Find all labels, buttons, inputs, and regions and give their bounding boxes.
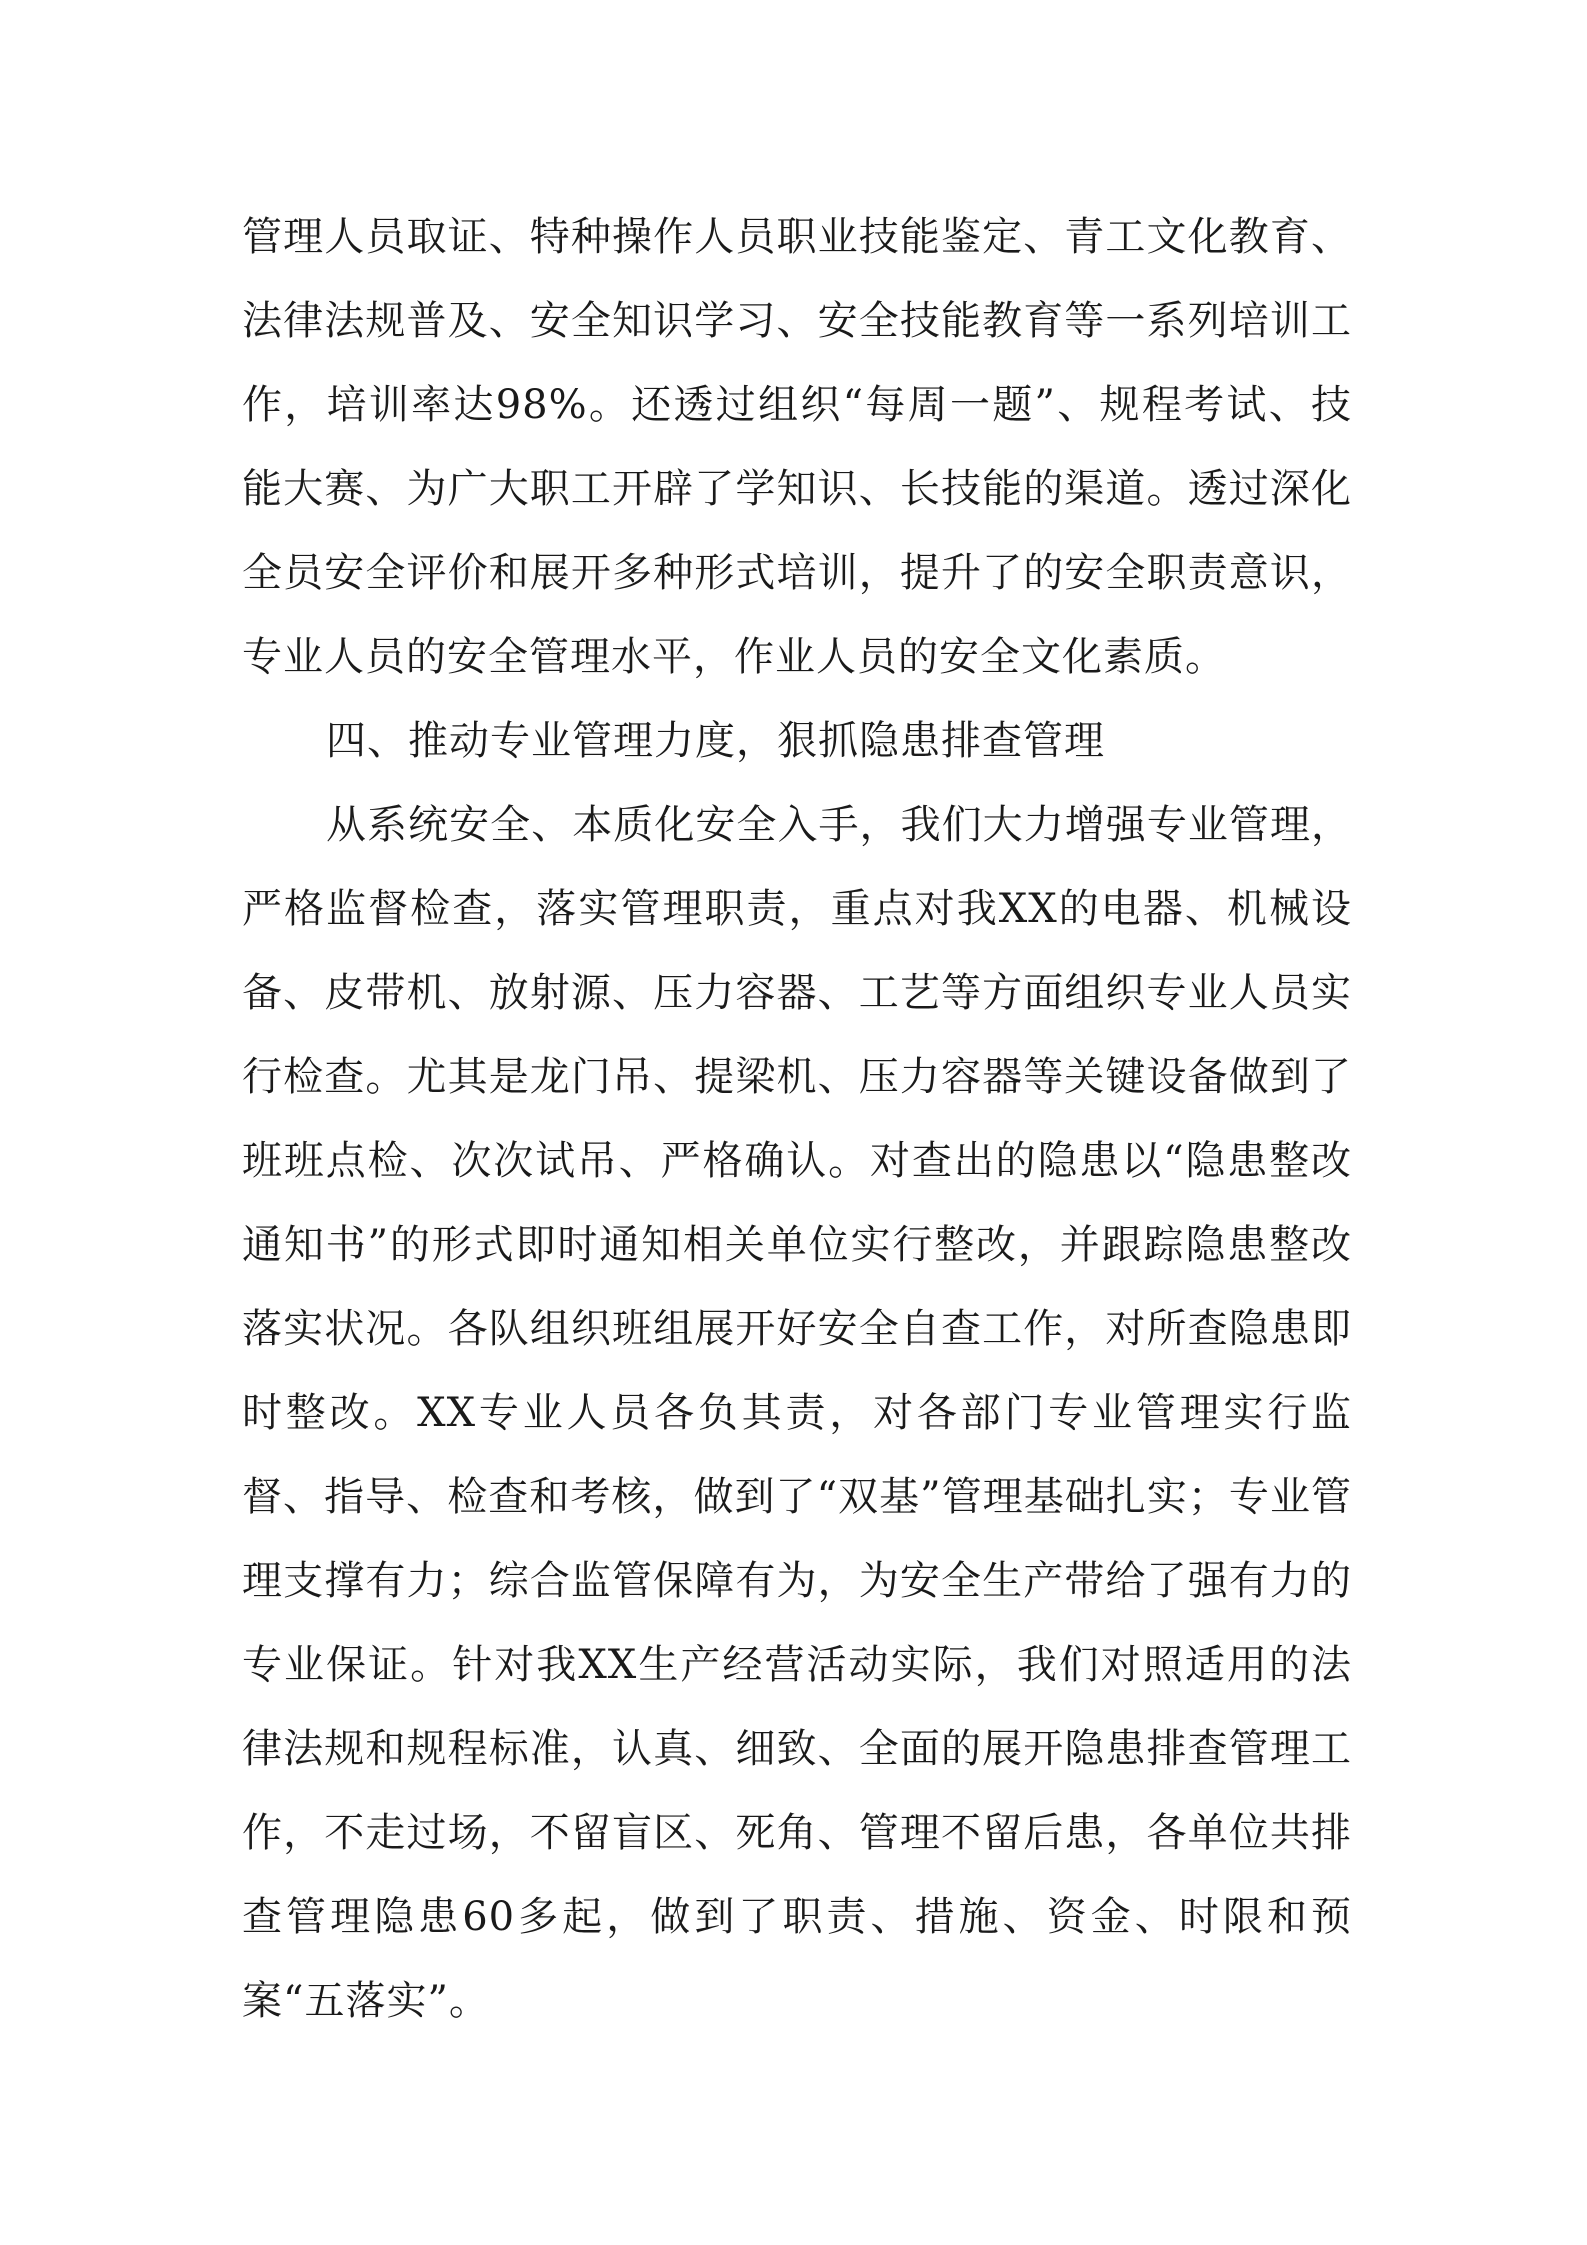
section-heading-hazard-management: 四、推动专业管理力度，狠抓隐患排查管理: [326, 718, 1105, 764]
document-body: [242, 195, 1352, 2043]
paragraph-training: 管理人员取证、特种操作人员职业技能鉴定、青工文化教育、法律法规普及、安全知识学习、安全技能教育等一系列培训工作，培训率达98%。还透过组织“每周一题”、规程考试、技能大赛、为广大职工开辟了学知识、长技能的渠道。透过深化全员安全评价和展开多种形式培训，提升了的安全职责意识，专业人员的安全管理水平，作业人员的安全文化素质。: [242, 214, 1352, 680]
paragraph-hazard-management: 从系统安全、本质化安全入手，我们大力增强专业管理，严格监督检查，落实管理职责，重点对我XX的电器、机械设备、皮带机、放射源、压力容器、工艺等方面组织专业人员实行检查。尤其是龙门吊、提梁机、压力容器等关键设备做到了班班点检、次次试吊、严格确认。对查出的隐患以“隐患整改通知书”的形式即时通知相关单位实行整改，并跟踪隐患整改落实状况。各队组织班组展开好安全自查工作，对所查隐患即时整改。XX专业人员各负其责，对各部门专业管理实行监督、指导、检查和考核，做到了“双基”管理基础扎实；专业管理支撑有力；综合监管保障有为，为安全生产带给了强有力的专业保证。针对我XX生产经营活动实际，我们对照适用的法律法规和规程标准，认真、细致、全面的展开隐患排查管理工作，不走过场，不留盲区、死角、管理不留后患，各单位共排查管理隐患60多起，做到了职责、措施、资金、时限和预案“五落实”。: [242, 802, 1352, 2024]
